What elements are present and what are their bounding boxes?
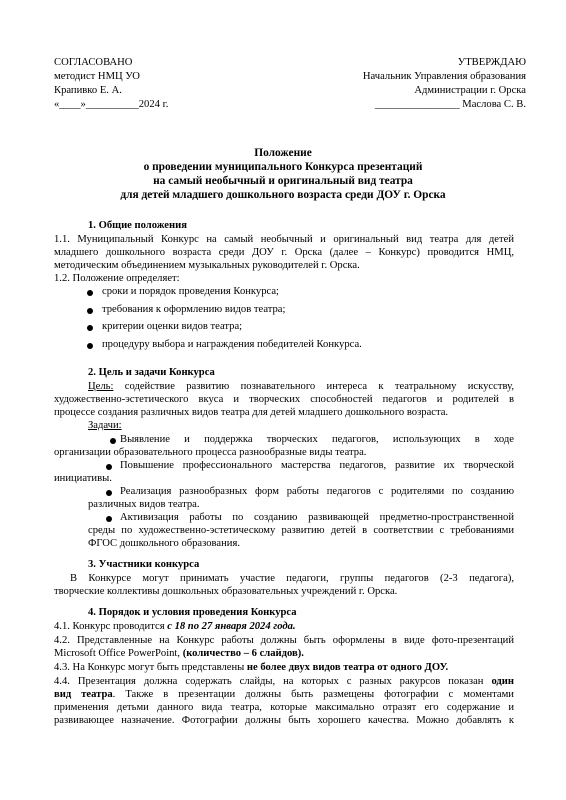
tasks-label: Задачи: xyxy=(88,420,122,431)
list-item: требования к оформлению видов театра; xyxy=(102,304,286,315)
section-3-heading: 3. Участники конкурса xyxy=(88,559,200,570)
approver-name: Крапивко Е. А. xyxy=(54,85,122,96)
document-subtitle-line-1: о проведении муниципального Конкурса презентаций xyxy=(143,161,423,173)
paragraph-4-4-line-1: 4.4. Презентация должна содержать слайды, на которых с разных ракурсов показан один xyxy=(54,676,514,687)
section-1-heading: 1. Общие положения xyxy=(88,220,187,231)
bullet-icon xyxy=(106,490,112,496)
paragraph-4-1: 4.1. Конкурс проводится с 18 по 27 января 2024 года. xyxy=(54,621,296,632)
list-item: критерии оценки видов театра; xyxy=(102,321,243,332)
confirm-label: УТВЕРЖДАЮ xyxy=(457,57,526,68)
task-4-line-1: Активизация работы по созданию развивающей предметно-пространственной xyxy=(120,512,514,523)
document-subtitle-line-2: на самый необычный и оригинальный вид театра xyxy=(153,175,413,187)
participants-line-1: В Конкурсе могут принимать участие педагоги, группы педагогов (2-3 педагога), xyxy=(70,573,514,584)
paragraph-4-2-line-2: Microsoft Office PowerPoint, (количество – 6 слайдов). xyxy=(54,648,304,659)
bullet-icon xyxy=(110,438,116,444)
paragraph-1-2: 1.2. Положение определяет: xyxy=(54,273,180,284)
approval-label: СОГЛАСОВАНО xyxy=(54,57,133,68)
task-4-line-3: ФГОС дошкольного образования. xyxy=(88,538,240,549)
confirmer-organization: Администрации г. Орска xyxy=(414,85,526,96)
paragraph-1-1-line-3: методическим объединением музыкальных руководителей г. Орска. xyxy=(54,260,360,271)
paragraph-4-4-line-4: развивающее назначение. Фотографии должны быть хорошего качества. Можно добавлять к xyxy=(54,715,514,726)
bullet-icon xyxy=(87,308,93,314)
bullet-icon xyxy=(87,343,93,349)
paragraph-4-3: 4.3. На Конкурс могут быть представлены не более двух видов театра от одного ДОУ. xyxy=(54,662,449,673)
section-2-heading: 2. Цель и задачи Конкурса xyxy=(88,367,215,378)
document-subtitle-line-3: для детей младшего дошкольного возраста среди ДОУ г. Орска xyxy=(120,189,446,201)
task-2-line-1: Повышение профессионального мастерства педагогов, развитие их творческой xyxy=(120,460,514,471)
confirmer-signature: ________________ Маслова С. В. xyxy=(374,99,526,110)
paragraph-1-1-line-1: 1.1. Муниципальный Конкурс на самый необычный и оригинальный вид театра для детей xyxy=(54,234,514,245)
bullet-icon xyxy=(106,516,112,522)
participants-line-2: творческие коллективы дошкольных образовательных учреждений г. Орска. xyxy=(54,586,398,597)
goal-line-3: процессе создания различных видов театра для детей младшего дошкольного возраста. xyxy=(54,407,449,418)
confirmer-position: Начальник Управления образования xyxy=(362,71,526,82)
paragraph-1-1-line-2: младшего дошкольного возраста среди ДОУ г. Орска (далее – Конкурс) проводится НМЦ, xyxy=(54,247,514,258)
task-1-line-1: Выявление и поддержка творческих педагогов, использующих в ходе xyxy=(120,434,514,445)
goal-line-1: Цель: содействие развитию познавательного интереса к театральному искусству, xyxy=(88,381,514,392)
task-2-line-2: инициативы. xyxy=(54,473,112,484)
list-item: сроки и порядок проведения Конкурса; xyxy=(102,286,279,297)
task-4-line-2: среды по художественно-эстетическому развитию детей в соответствии с требованиями xyxy=(88,525,514,536)
bullet-icon xyxy=(106,464,112,470)
document-title: Положение xyxy=(254,147,312,159)
task-3-line-1: Реализация разнообразных форм работы педагогов с родителями по созданию xyxy=(120,486,514,497)
list-item: процедуру выбора и награждения победителей Конкурса. xyxy=(102,339,362,350)
section-4-heading: 4. Порядок и условия проведения Конкурса xyxy=(88,607,297,618)
paragraph-4-4-line-2: вид театра. Также в презентации должны быть размещены фотографии с моментами xyxy=(54,689,514,700)
paragraph-4-4-line-3: применения детьми данного вида театра, которые максимально отразят его содержание и xyxy=(54,702,514,713)
approval-date: «____»__________2024 г. xyxy=(54,99,169,110)
task-1-line-2: организации образовательного процесса разнообразные виды театра. xyxy=(54,447,367,458)
paragraph-4-2-line-1: 4.2. Представленные на Конкурс работы должны быть оформлены в виде фото-презентаций xyxy=(54,635,514,646)
approver-position: методист НМЦ УО xyxy=(54,71,140,82)
goal-line-2: художественно-эстетического вкуса и творческих способностей педагогов и родителей в xyxy=(54,394,514,405)
goal-label: Цель: xyxy=(88,381,114,392)
bullet-icon xyxy=(87,325,93,331)
bullet-icon xyxy=(87,290,93,296)
task-3-line-2: различных видов театра. xyxy=(88,499,200,510)
